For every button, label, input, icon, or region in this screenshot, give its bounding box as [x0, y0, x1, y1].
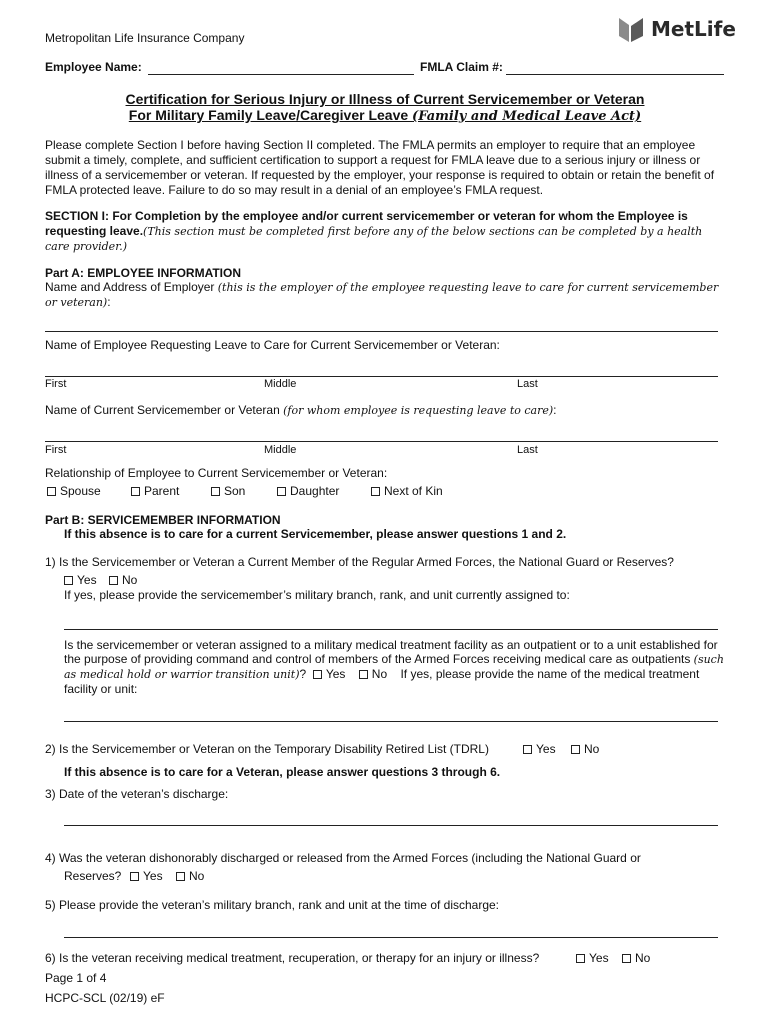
metlife-logo — [619, 14, 736, 44]
checkbox[interactable] — [211, 487, 220, 496]
servicemember-name-note: (for whom employee is requesting leave to care) — [283, 404, 554, 417]
q1b-facility-field[interactable] — [64, 721, 718, 722]
employee-requesting-field[interactable] — [45, 376, 718, 377]
checkbox[interactable] — [277, 487, 286, 496]
question-3: 3) Date of the veteran’s discharge: — [45, 787, 229, 801]
q4-no[interactable]: No — [176, 869, 204, 883]
form-title: Certification for Serious Injury or Illness of Current Servicemember or Veteran — [125, 91, 645, 107]
employee-name-label: Employee Name: — [45, 60, 142, 74]
first-label: First — [45, 444, 67, 456]
company-name: Metropolitan Life Insurance Company — [45, 31, 245, 45]
metlife-logo-text: MetLife — [651, 17, 736, 41]
form-subtitle-plain: For Military Family Leave/Caregiver Leave — [128, 107, 413, 123]
servicemember-name-label: Name of Current Servicemember or Veteran (for whom employee is requesting leave to care): — [45, 403, 557, 417]
form-code: HCPC-SCL (02/19) eF — [45, 991, 165, 1005]
last-label: Last — [517, 378, 538, 390]
current-servicemember-instruction: If this absence is to care for a current Servicemember, please answer questions 1 and 2. — [64, 527, 567, 541]
employer-field[interactable] — [45, 331, 718, 332]
middle-label: Middle — [264, 444, 297, 456]
fmla-claim-label: FMLA Claim #: — [420, 60, 503, 74]
fmla-claim-field[interactable] — [506, 74, 724, 75]
checkbox[interactable] — [523, 745, 532, 754]
q1b-yes[interactable]: Yes — [313, 667, 346, 681]
checkbox[interactable] — [371, 487, 380, 496]
section-1-heading — [45, 209, 727, 254]
relationship-daughter[interactable]: Daughter — [277, 484, 339, 498]
checkbox[interactable] — [64, 576, 73, 585]
q6-yes[interactable]: Yes — [576, 951, 609, 965]
checkbox[interactable] — [571, 745, 580, 754]
employer-note: (this is the employer of the employee requesting leave to care for current servicemember or veteran) — [45, 281, 719, 309]
question-1b: Is the servicemember or veteran assigned to a military medical treatment facility as an outpatient or to a unit established for the purpose of providing command and control of members of the Armed Forces receiving medical care as outpatients (such as medical hold or warrior transition unit)? Yes No If yes, please provide the name of the medical treatment facility or unit: — [64, 638, 724, 696]
checkbox[interactable] — [359, 670, 368, 679]
q1-yes[interactable]: Yes — [64, 573, 97, 587]
servicemember-name-field[interactable] — [45, 441, 718, 442]
q1-no[interactable]: No — [109, 573, 137, 587]
first-label: First — [45, 378, 67, 390]
relationship-parent[interactable]: Parent — [131, 484, 179, 498]
form-subtitle — [45, 107, 725, 125]
metlife-logo-icon — [619, 16, 645, 42]
relationship-next-of-kin[interactable]: Next of Kin — [371, 484, 443, 498]
checkbox[interactable] — [131, 487, 140, 496]
checkbox[interactable] — [130, 872, 139, 881]
question-2: 2) Is the Servicemember or Veteran on the Temporary Disability Retired List (TDRL) — [45, 742, 489, 756]
q3-date-field[interactable] — [64, 825, 718, 826]
employee-requesting-label: Name of Employee Requesting Leave to Care for Current Servicemember or Veteran: — [45, 338, 500, 352]
q4-yes[interactable]: Yes — [130, 869, 163, 883]
middle-label: Middle — [264, 378, 297, 390]
checkbox[interactable] — [109, 576, 118, 585]
question-5: 5) Please provide the veteran’s military branch, rank and unit at the time of discharge: — [45, 898, 500, 912]
q1-branch-field[interactable] — [64, 629, 718, 630]
checkbox[interactable] — [576, 954, 585, 963]
employer-label: Name and Address of Employer (this is the employer of the employee requesting leave to care for current servicemember or veteran): — [45, 280, 719, 309]
checkbox[interactable] — [622, 954, 631, 963]
checkbox[interactable] — [176, 872, 185, 881]
q2-yes[interactable]: Yes — [523, 742, 556, 756]
question-1b-note: (such as medical hold or warrior transition unit) — [64, 653, 724, 681]
question-4: 4) Was the veteran dishonorably discharged or released from the Armed Forces (including the National Guard or — [45, 851, 641, 865]
question-4-line2: Reserves? — [64, 869, 122, 883]
veteran-instruction: If this absence is to care for a Veteran, please answer questions 3 through 6. — [64, 765, 501, 779]
section-1-note: (This section must be completed first before any of the below sections can be completed by a health care provider.) — [45, 225, 703, 253]
checkbox[interactable] — [313, 670, 322, 679]
last-label: Last — [517, 444, 538, 456]
question-6: 6) Is the veteran receiving medical treatment, recuperation, or therapy for an injury or illness? — [45, 951, 540, 965]
q2-no[interactable]: No — [571, 742, 599, 756]
relationship-label: Relationship of Employee to Current Servicemember or Veteran: — [45, 466, 388, 480]
section-1-title: SECTION I: For Completion by the employee and/or current servicemember or veteran for whom the Employee is requesting leave. — [45, 209, 688, 238]
part-a-title: Part A: EMPLOYEE INFORMATION — [45, 266, 242, 280]
form-subtitle-italic: (Family and Medical Leave Act) — [412, 109, 642, 124]
relationship-son[interactable]: Son — [211, 484, 245, 498]
q1b-followup: If yes, please provide the name of the medical treatment facility or unit: — [64, 667, 700, 696]
employee-name-field[interactable] — [148, 74, 414, 75]
q1b-no[interactable]: No — [359, 667, 387, 681]
intro-paragraph: Please complete Section I before having Section II completed. The FMLA permits an employer to require that an employee submit a timely, complete, and sufficient certification to support a request for FMLA leave due to a serious injury or illness or illness of a servicemember or veteran. If requested by the employer, your response is required to obtain or retain the benefit of FMLA protected leave. Failure to do so may result in a denial of an employee’s FMLA request. — [45, 138, 715, 197]
question-1: 1) Is the Servicemember or Veteran a Current Member of the Regular Armed Forces, the National Guard or Reserves? — [45, 555, 674, 569]
checkbox[interactable] — [47, 487, 56, 496]
page-number: Page 1 of 4 — [45, 971, 107, 985]
part-b-title: Part B: SERVICEMEMBER INFORMATION — [45, 513, 281, 527]
q5-branch-field[interactable] — [64, 937, 718, 938]
q1-followup: If yes, please provide the servicemember’s military branch, rank, and unit currently assigned to: — [64, 588, 570, 602]
q6-no[interactable]: No — [622, 951, 650, 965]
relationship-spouse[interactable]: Spouse — [47, 484, 101, 498]
